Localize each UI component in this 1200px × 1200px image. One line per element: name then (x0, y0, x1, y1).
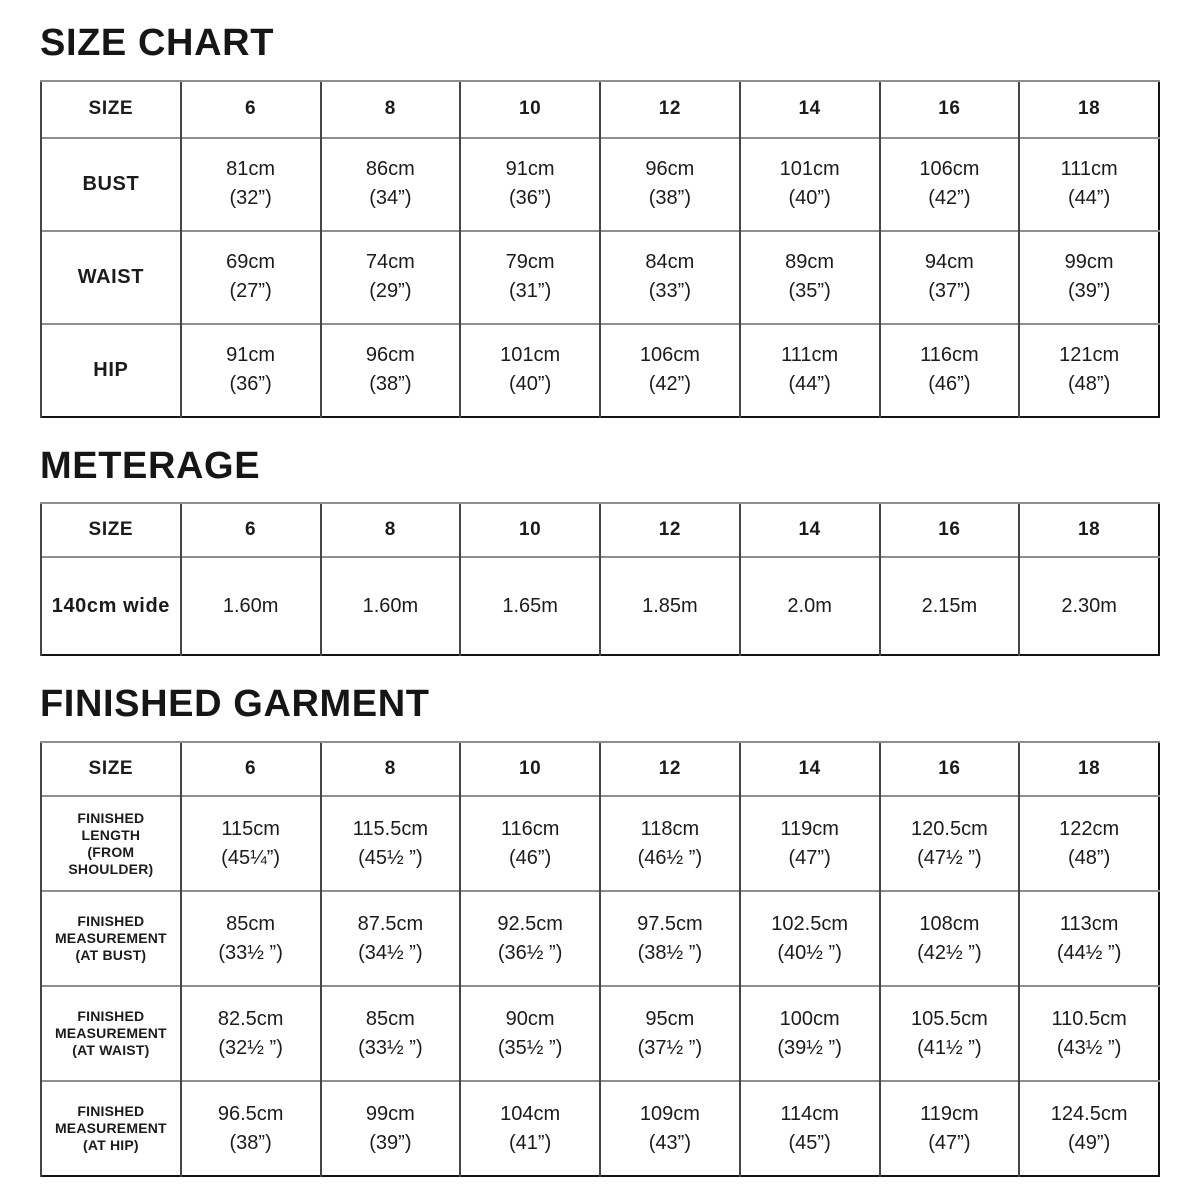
value-imperial: (37”) (928, 280, 971, 303)
value-metric: 124.5cm (1050, 1102, 1128, 1125)
value-imperial: (49”) (1068, 1131, 1111, 1154)
row-label-line: MEASUREMENT (54, 1120, 167, 1137)
value-metric: 101cm (779, 158, 840, 181)
col-header-size: 14 (740, 81, 880, 138)
measurement-cell (181, 138, 321, 231)
row-label-line: MEASUREMENT (54, 1025, 167, 1042)
value-metric: 106cm (639, 344, 700, 367)
value-metric: 91cm (226, 344, 276, 367)
measurement-cell (880, 1081, 1020, 1176)
row-label (41, 1081, 181, 1176)
measurement-cell (321, 231, 461, 324)
value-metric: 120.5cm (911, 817, 988, 840)
value-metric: 1.60m (222, 594, 279, 617)
value-imperial: (47½ ”) (917, 846, 982, 869)
measurement-cell (321, 1081, 461, 1176)
row-label-line: HIP (93, 358, 129, 381)
value-metric: 84cm (645, 251, 695, 274)
value-imperial: (33½ ”) (358, 1036, 423, 1059)
header-row (41, 742, 1159, 796)
value-metric: 115.5cm (352, 817, 428, 840)
col-header-size: 12 (600, 742, 740, 796)
section-title-finished-garment: FINISHED GARMENT (40, 683, 430, 726)
measurement-cell (880, 324, 1020, 417)
row-label-line: (AT WAIST) (72, 1042, 150, 1059)
value-imperial: (29”) (369, 280, 412, 303)
value-imperial: (42”) (648, 373, 691, 396)
value-imperial: (39”) (369, 1131, 412, 1154)
row-label (41, 231, 181, 324)
row-label (41, 891, 181, 986)
value-metric: 74cm (365, 251, 415, 274)
value-imperial: (47”) (788, 846, 831, 869)
measurement-cell (460, 796, 600, 891)
value-metric: 85cm (226, 912, 276, 935)
measurement-cell (880, 557, 1020, 655)
value-imperial: (34”) (369, 187, 412, 210)
measurement-cell (181, 796, 321, 891)
row-label-line: (AT HIP) (82, 1137, 139, 1154)
measurement-cell (1019, 138, 1159, 231)
measurement-cell (460, 557, 600, 655)
measurement-cell (600, 138, 740, 231)
value-imperial: (41”) (509, 1131, 552, 1154)
value-metric: 2.30m (1061, 594, 1117, 617)
measurement-cell (181, 231, 321, 324)
value-imperial: (46”) (928, 373, 971, 396)
measurement-cell (880, 231, 1020, 324)
measurement-cell (880, 796, 1020, 891)
value-metric: 99cm (1064, 251, 1114, 274)
value-metric: 102.5cm (771, 912, 848, 935)
value-metric: 116cm (500, 817, 560, 840)
row-label-line: FINISHED (77, 1103, 145, 1120)
col-header-label: SIZE (41, 81, 181, 138)
row-label-line: FINISHED (77, 809, 145, 826)
col-header-size: 12 (600, 81, 740, 138)
row-label-line: 140cm wide (51, 594, 171, 617)
section-finished-garment (40, 683, 1160, 1177)
measurement-cell (600, 1081, 740, 1176)
col-header-size: 8 (321, 503, 461, 557)
measurement-cell (1019, 1081, 1159, 1176)
table-row (41, 138, 1159, 231)
value-metric: 99cm (365, 1102, 415, 1125)
value-imperial: (32”) (229, 187, 272, 210)
value-imperial: (35”) (788, 280, 831, 303)
row-label-line: MEASUREMENT (54, 930, 167, 947)
measurement-cell (181, 324, 321, 417)
value-imperial: (33½ ”) (218, 941, 283, 964)
value-metric: 115cm (221, 817, 280, 840)
header-row (41, 503, 1159, 557)
measurement-cell (740, 324, 880, 417)
measurement-cell (460, 138, 600, 231)
value-metric: 119cm (780, 817, 839, 840)
value-imperial: (35½ ”) (497, 1036, 563, 1059)
measurement-cell (181, 557, 321, 655)
col-header-size: 18 (1019, 742, 1159, 796)
value-metric: 122cm (1059, 817, 1120, 840)
value-imperial: (43½ ”) (1056, 1036, 1122, 1059)
measurement-cell (1019, 796, 1159, 891)
value-imperial: (47”) (928, 1131, 971, 1154)
value-metric: 110.5cm (1051, 1007, 1127, 1030)
measurement-cell (460, 891, 600, 986)
row-label (41, 796, 181, 891)
col-header-label: SIZE (41, 742, 181, 796)
value-imperial: (36”) (229, 373, 272, 396)
col-header-size: 16 (880, 503, 1020, 557)
measurement-cell (600, 796, 740, 891)
value-imperial: (32½ ”) (218, 1036, 283, 1059)
table-row (41, 231, 1159, 324)
value-imperial: (42”) (928, 187, 971, 210)
value-metric: 87.5cm (357, 912, 424, 935)
measurement-cell (181, 1081, 321, 1176)
col-header-size: 6 (181, 742, 321, 796)
value-metric: 111cm (1060, 158, 1118, 181)
value-metric: 2.15m (921, 594, 978, 617)
measurement-cell (600, 324, 740, 417)
row-label-line: (AT BUST) (75, 947, 147, 964)
measurement-cell (1019, 986, 1159, 1081)
value-imperial: (38”) (648, 187, 691, 210)
value-imperial: (39½ ”) (777, 1036, 842, 1059)
measurement-cell (880, 986, 1020, 1081)
value-metric: 101cm (500, 344, 561, 367)
col-header-size: 14 (740, 742, 880, 796)
header-row (41, 81, 1159, 138)
value-metric: 104cm (500, 1102, 561, 1125)
col-header-size: 10 (460, 503, 600, 557)
value-metric: 97.5cm (637, 912, 703, 935)
value-metric: 89cm (785, 251, 835, 274)
value-metric: 121cm (1059, 344, 1120, 367)
value-imperial: (41½ ”) (917, 1036, 982, 1059)
value-metric: 2.0m (787, 594, 832, 617)
measurement-cell (460, 986, 600, 1081)
row-label (41, 986, 181, 1081)
value-metric: 1.60m (362, 594, 419, 617)
measurement-cell (740, 231, 880, 324)
value-metric: 86cm (365, 158, 415, 181)
value-imperial: (38½ ”) (637, 941, 703, 964)
col-header-size: 12 (600, 503, 740, 557)
table-row (41, 796, 1159, 891)
value-imperial: (40”) (509, 373, 552, 396)
col-header-size: 10 (460, 81, 600, 138)
value-metric: 109cm (639, 1102, 700, 1125)
col-header-size: 8 (321, 81, 461, 138)
measurement-cell (460, 231, 600, 324)
measurement-cell (600, 231, 740, 324)
value-imperial: (45”) (788, 1131, 831, 1154)
measurement-cell (321, 557, 461, 655)
value-metric: 1.85m (642, 594, 698, 617)
measurement-cell (740, 138, 880, 231)
value-metric: 96cm (645, 158, 695, 181)
value-imperial: (45¼”) (221, 846, 281, 869)
value-imperial: (46”) (509, 846, 552, 869)
row-label-line: FINISHED (77, 1008, 145, 1025)
value-metric: 1.65m (502, 594, 558, 617)
measurement-cell (740, 986, 880, 1081)
col-header-size: 14 (740, 503, 880, 557)
measurement-cell (181, 986, 321, 1081)
value-metric: 95cm (645, 1007, 695, 1030)
value-metric: 91cm (505, 158, 555, 181)
measurement-cell (1019, 891, 1159, 986)
measurement-cell (460, 324, 600, 417)
table-row (41, 1081, 1159, 1176)
col-header-size: 10 (460, 742, 600, 796)
value-imperial: (34½ ”) (358, 941, 423, 964)
table-row (41, 891, 1159, 986)
value-imperial: (48”) (1068, 373, 1111, 396)
measurement-cell (321, 891, 461, 986)
section-meterage (40, 445, 1160, 657)
row-label-line: FINISHED (77, 913, 145, 930)
measurement-cell (740, 796, 880, 891)
col-header-size: 16 (880, 742, 1020, 796)
measurement-cell (181, 891, 321, 986)
measurement-cell (1019, 324, 1159, 417)
measurement-cell (321, 986, 461, 1081)
value-imperial: (43”) (648, 1131, 691, 1154)
value-imperial: (44”) (1068, 187, 1111, 210)
value-imperial: (27”) (229, 280, 272, 303)
row-label-line: BUST (82, 172, 140, 195)
col-header-size: 6 (181, 503, 321, 557)
value-metric: 94cm (924, 251, 974, 274)
row-label-line: WAIST (77, 265, 145, 288)
measurement-cell (321, 138, 461, 231)
measurement-cell (600, 557, 740, 655)
measurement-cell (1019, 557, 1159, 655)
table-row (41, 324, 1159, 417)
col-header-size: 18 (1019, 81, 1159, 138)
col-header-size: 6 (181, 81, 321, 138)
measurement-cell (600, 891, 740, 986)
value-metric: 119cm (920, 1102, 979, 1125)
section-size-chart (40, 22, 1160, 418)
value-imperial: (44½ ”) (1056, 941, 1122, 964)
value-metric: 105.5cm (911, 1007, 988, 1030)
value-imperial: (39”) (1068, 280, 1111, 303)
meterage-table (40, 502, 1160, 656)
measurement-cell (1019, 231, 1159, 324)
value-metric: 111cm (781, 344, 839, 367)
col-header-size: 18 (1019, 503, 1159, 557)
measurement-cell (321, 796, 461, 891)
row-label (41, 138, 181, 231)
col-header-size: 16 (880, 81, 1020, 138)
row-label-line: (FROM SHOULDER) (68, 843, 154, 877)
value-metric: 79cm (505, 251, 555, 274)
value-imperial: (44”) (788, 373, 831, 396)
measurement-cell (321, 324, 461, 417)
col-header-size: 8 (321, 742, 461, 796)
section-title-size-chart: SIZE CHART (40, 22, 274, 64)
value-metric: 116cm (920, 344, 979, 367)
value-imperial: (38”) (229, 1131, 272, 1154)
value-metric: 81cm (226, 158, 276, 181)
value-imperial: (40½ ”) (777, 941, 842, 964)
measurement-cell (740, 1081, 880, 1176)
value-imperial: (36”) (509, 187, 552, 210)
value-metric: 85cm (365, 1007, 415, 1030)
table-row (41, 986, 1159, 1081)
measurement-cell (880, 891, 1020, 986)
value-metric: 82.5cm (217, 1007, 284, 1030)
row-label (41, 557, 181, 655)
value-imperial: (40”) (788, 187, 831, 210)
finished-garment-table (40, 741, 1160, 1177)
measurement-cell (460, 1081, 600, 1176)
measurement-cell (740, 557, 880, 655)
value-metric: 106cm (919, 158, 980, 181)
value-imperial: (31”) (509, 280, 552, 303)
measurement-cell (740, 891, 880, 986)
value-metric: 118cm (640, 817, 700, 840)
value-metric: 96cm (365, 344, 415, 367)
value-metric: 100cm (779, 1007, 840, 1030)
value-metric: 92.5cm (497, 912, 563, 935)
section-title-meterage: METERAGE (40, 444, 261, 487)
value-metric: 69cm (226, 251, 276, 274)
row-label-line: LENGTH (81, 826, 141, 843)
value-imperial: (38”) (369, 373, 412, 396)
value-metric: 108cm (919, 912, 980, 935)
table-row (41, 557, 1159, 655)
value-metric: 114cm (780, 1102, 839, 1125)
value-metric: 96.5cm (217, 1102, 284, 1125)
value-imperial: (46½ ”) (637, 846, 703, 869)
value-imperial: (36½ ”) (497, 941, 563, 964)
col-header-label: SIZE (41, 503, 181, 557)
value-metric: 113cm (1059, 912, 1119, 935)
value-imperial: (42½ ”) (917, 941, 982, 964)
measurement-cell (600, 986, 740, 1081)
measurement-cell (880, 138, 1020, 231)
size-chart-table (40, 80, 1160, 418)
value-imperial: (33”) (648, 280, 691, 303)
value-imperial: (48”) (1068, 846, 1111, 869)
value-imperial: (37½ ”) (637, 1036, 703, 1059)
value-metric: 90cm (505, 1007, 555, 1030)
value-imperial: (45½ ”) (358, 846, 423, 869)
row-label (41, 324, 181, 417)
